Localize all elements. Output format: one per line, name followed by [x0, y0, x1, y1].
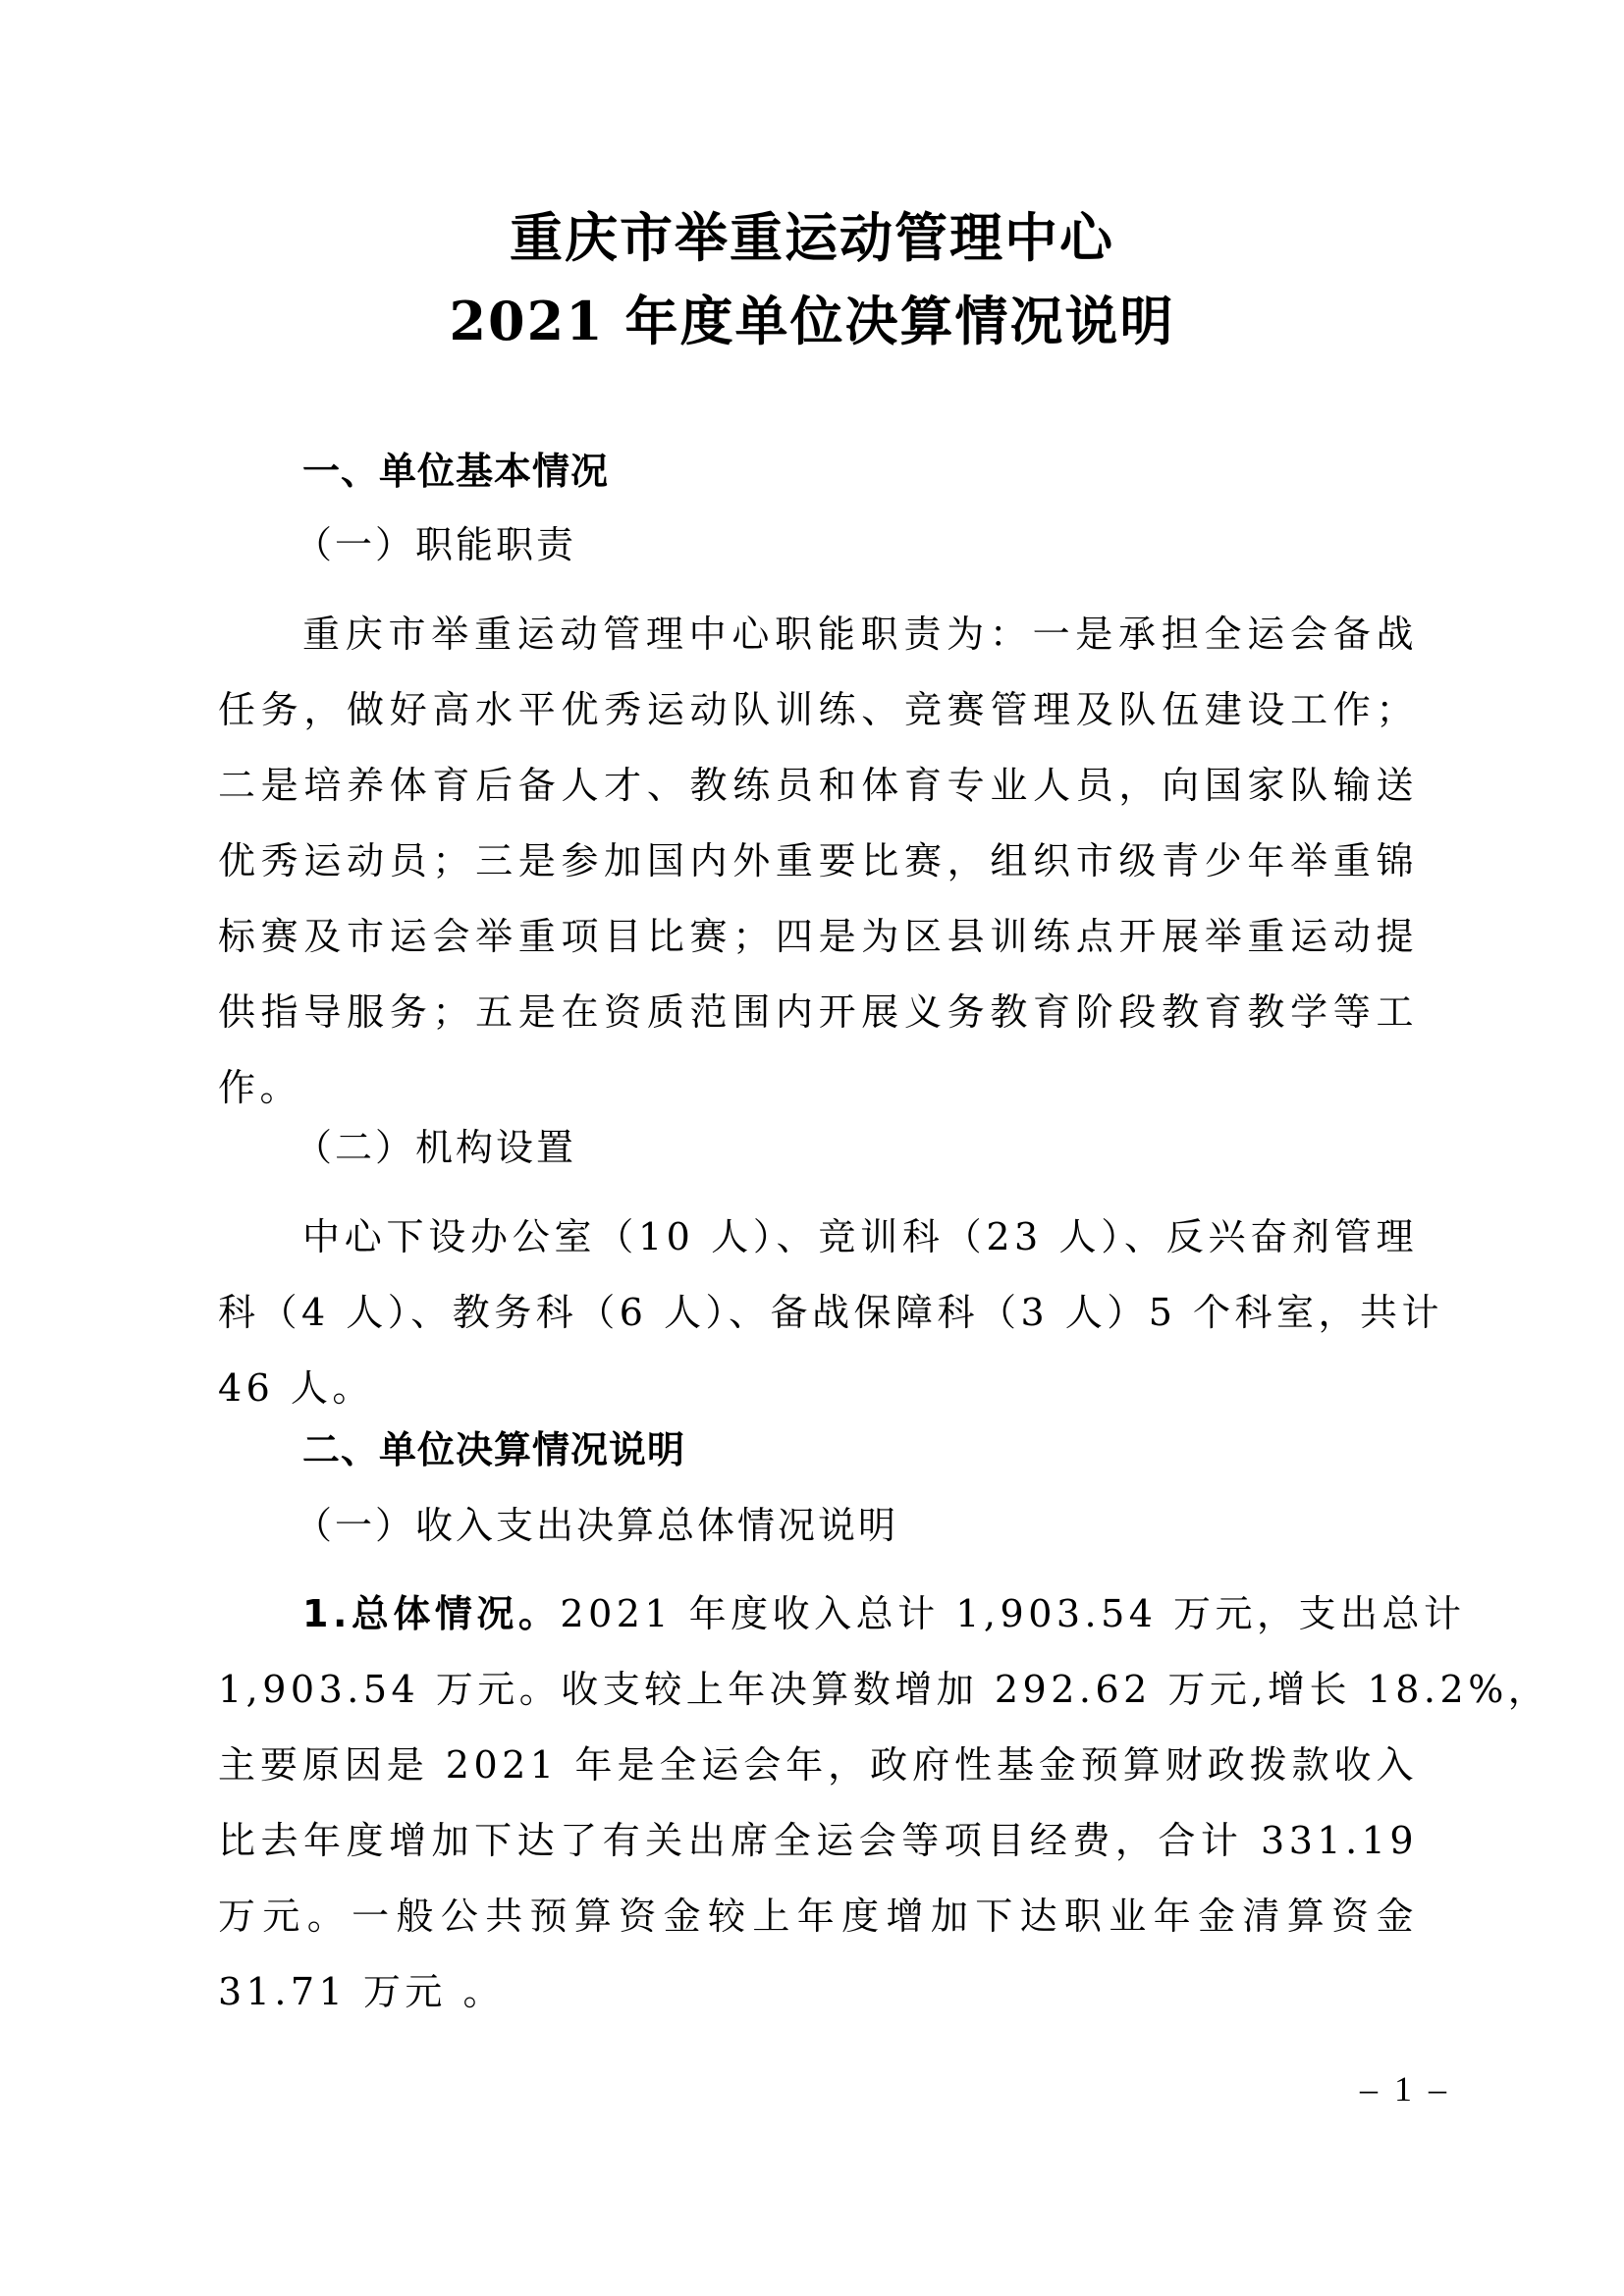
paragraph-line: 重庆市举重运动管理中心职能职责为：一是承担全运会备战: [302, 613, 1418, 656]
document-title-line1: 重庆市举重运动管理中心: [510, 206, 1114, 269]
paragraph-line: 1,903.54 万元。收支较上年决算数增加 292.62 万元,增长 18.2%，: [218, 1668, 1550, 1711]
paragraph-line: 中心下设办公室（10 人）、竞训科（23 人）、反兴奋剂管理: [302, 1215, 1418, 1258]
section1-heading: 一、单位基本情况: [302, 450, 610, 493]
paragraph-line: 万元。一般公共预算资金较上年度增加下达职业年金清算资金: [218, 1895, 1418, 1938]
page-number: – 1 –: [1360, 2069, 1450, 2109]
paragraph-line: [218, 1576, 1466, 1652]
paragraph-lead-bold: 1.总体情况。: [302, 1592, 561, 1635]
section1-sub1-paragraph: [218, 597, 1418, 1126]
paragraph-line: 科（4 人）、教务科（6 人）、备战保障科（3 人）5 个科室，共计: [218, 1291, 1444, 1334]
paragraph-line: 31.71 万元 。: [218, 1970, 505, 2013]
paragraph-line: 作。: [218, 1066, 302, 1109]
section1-sub2-paragraph: [218, 1200, 1444, 1426]
section2-heading: 二、单位决算情况说明: [302, 1428, 686, 1471]
paragraph-line: 主要原因是 2021 年是全运会年，政府性基金预算财政拨款收入: [218, 1743, 1418, 1787]
paragraph-line-text: 2021 年度收入总计 1,903.54 万元，支出总计: [560, 1592, 1466, 1635]
section1-sub2-heading: （二）机构设置: [295, 1126, 577, 1169]
section2-sub1-paragraph: [218, 1576, 1550, 2030]
paragraph-line: 比去年度增加下达了有关出席全运会等项目经费，合计 331.19: [218, 1819, 1418, 1862]
paragraph-line: 任务，做好高水平优秀运动队训练、竞赛管理及队伍建设工作；: [218, 688, 1418, 731]
paragraph-line: 优秀运动员；三是参加国内外重要比赛，组织市级青少年举重锦: [218, 839, 1418, 882]
section2-sub1-heading: （一）收入支出决算总体情况说明: [295, 1504, 899, 1547]
paragraph-line: 供指导服务；五是在资质范围内开展义务教育阶段教育教学等工: [218, 990, 1418, 1034]
paragraph-line: 46 人。: [218, 1366, 374, 1410]
document-title-line2: 2021 年度单位决算情况说明: [449, 290, 1175, 352]
paragraph-line: 标赛及市运会举重项目比赛；四是为区县训练点开展举重运动提: [218, 915, 1418, 958]
section1-sub1-heading: （一）职能职责: [295, 523, 577, 566]
paragraph-line: 二是培养体育后备人才、教练员和体育专业人员，向国家队输送: [218, 764, 1418, 807]
